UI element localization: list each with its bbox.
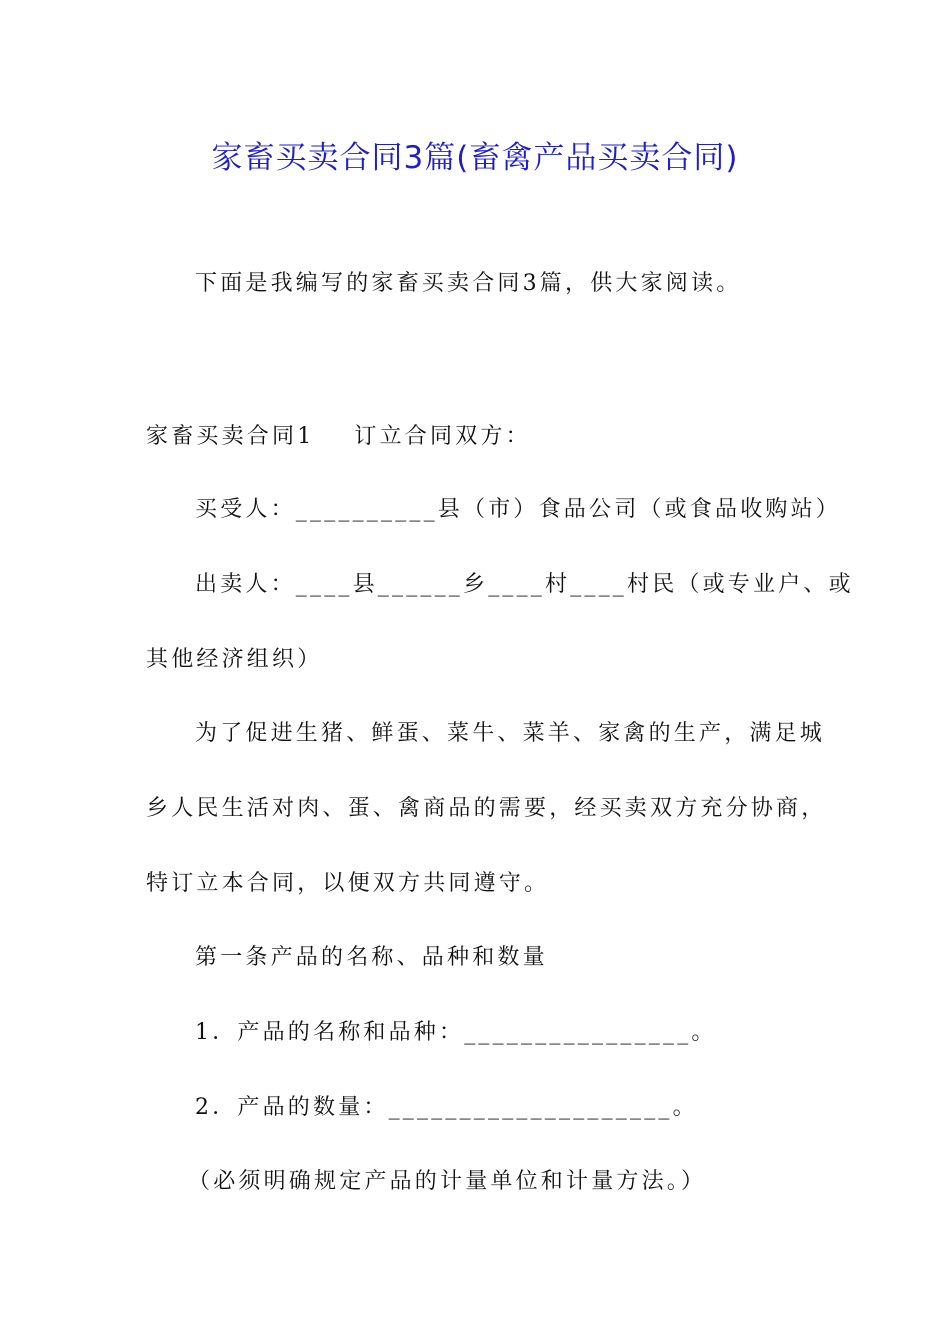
purpose-line-1: 为了促进生猪、鲜蛋、菜牛、菜羊、家禽的生产，满足城 — [195, 721, 826, 746]
purpose-line-2: 乡人民生活对肉、蛋、禽商品的需要，经买卖双方充分协商， — [146, 796, 827, 821]
note-line: （必须明确规定产品的计量单位和计量方法。） — [188, 1169, 707, 1194]
parties-label: 订立合同双方： — [354, 424, 531, 449]
buyer-line: 买受人：__________县（市）食品公司（或食品收购站） — [195, 497, 842, 522]
intro-paragraph: 下面是我编写的家畜买卖合同3篇，供大家阅读。 — [195, 271, 742, 296]
contract-heading-line — [146, 422, 531, 452]
purpose-line-3: 特订立本合同，以便双方共同遵守。 — [146, 871, 550, 896]
contract-heading: 家畜买卖合同1 — [146, 424, 315, 449]
item-1: 1．产品的名称和品种：________________。 — [195, 1020, 717, 1045]
document-title: 家畜买卖合同3篇(畜禽产品买卖合同) — [211, 140, 739, 176]
item-2: 2．产品的数量：____________________。 — [195, 1095, 698, 1120]
seller-line-1: 出卖人：____县______乡____村____村民（或专业户、或 — [195, 572, 854, 597]
seller-line-2: 其他经济组织） — [146, 647, 323, 672]
article1-heading: 第一条产品的名称、品种和数量 — [195, 945, 548, 970]
